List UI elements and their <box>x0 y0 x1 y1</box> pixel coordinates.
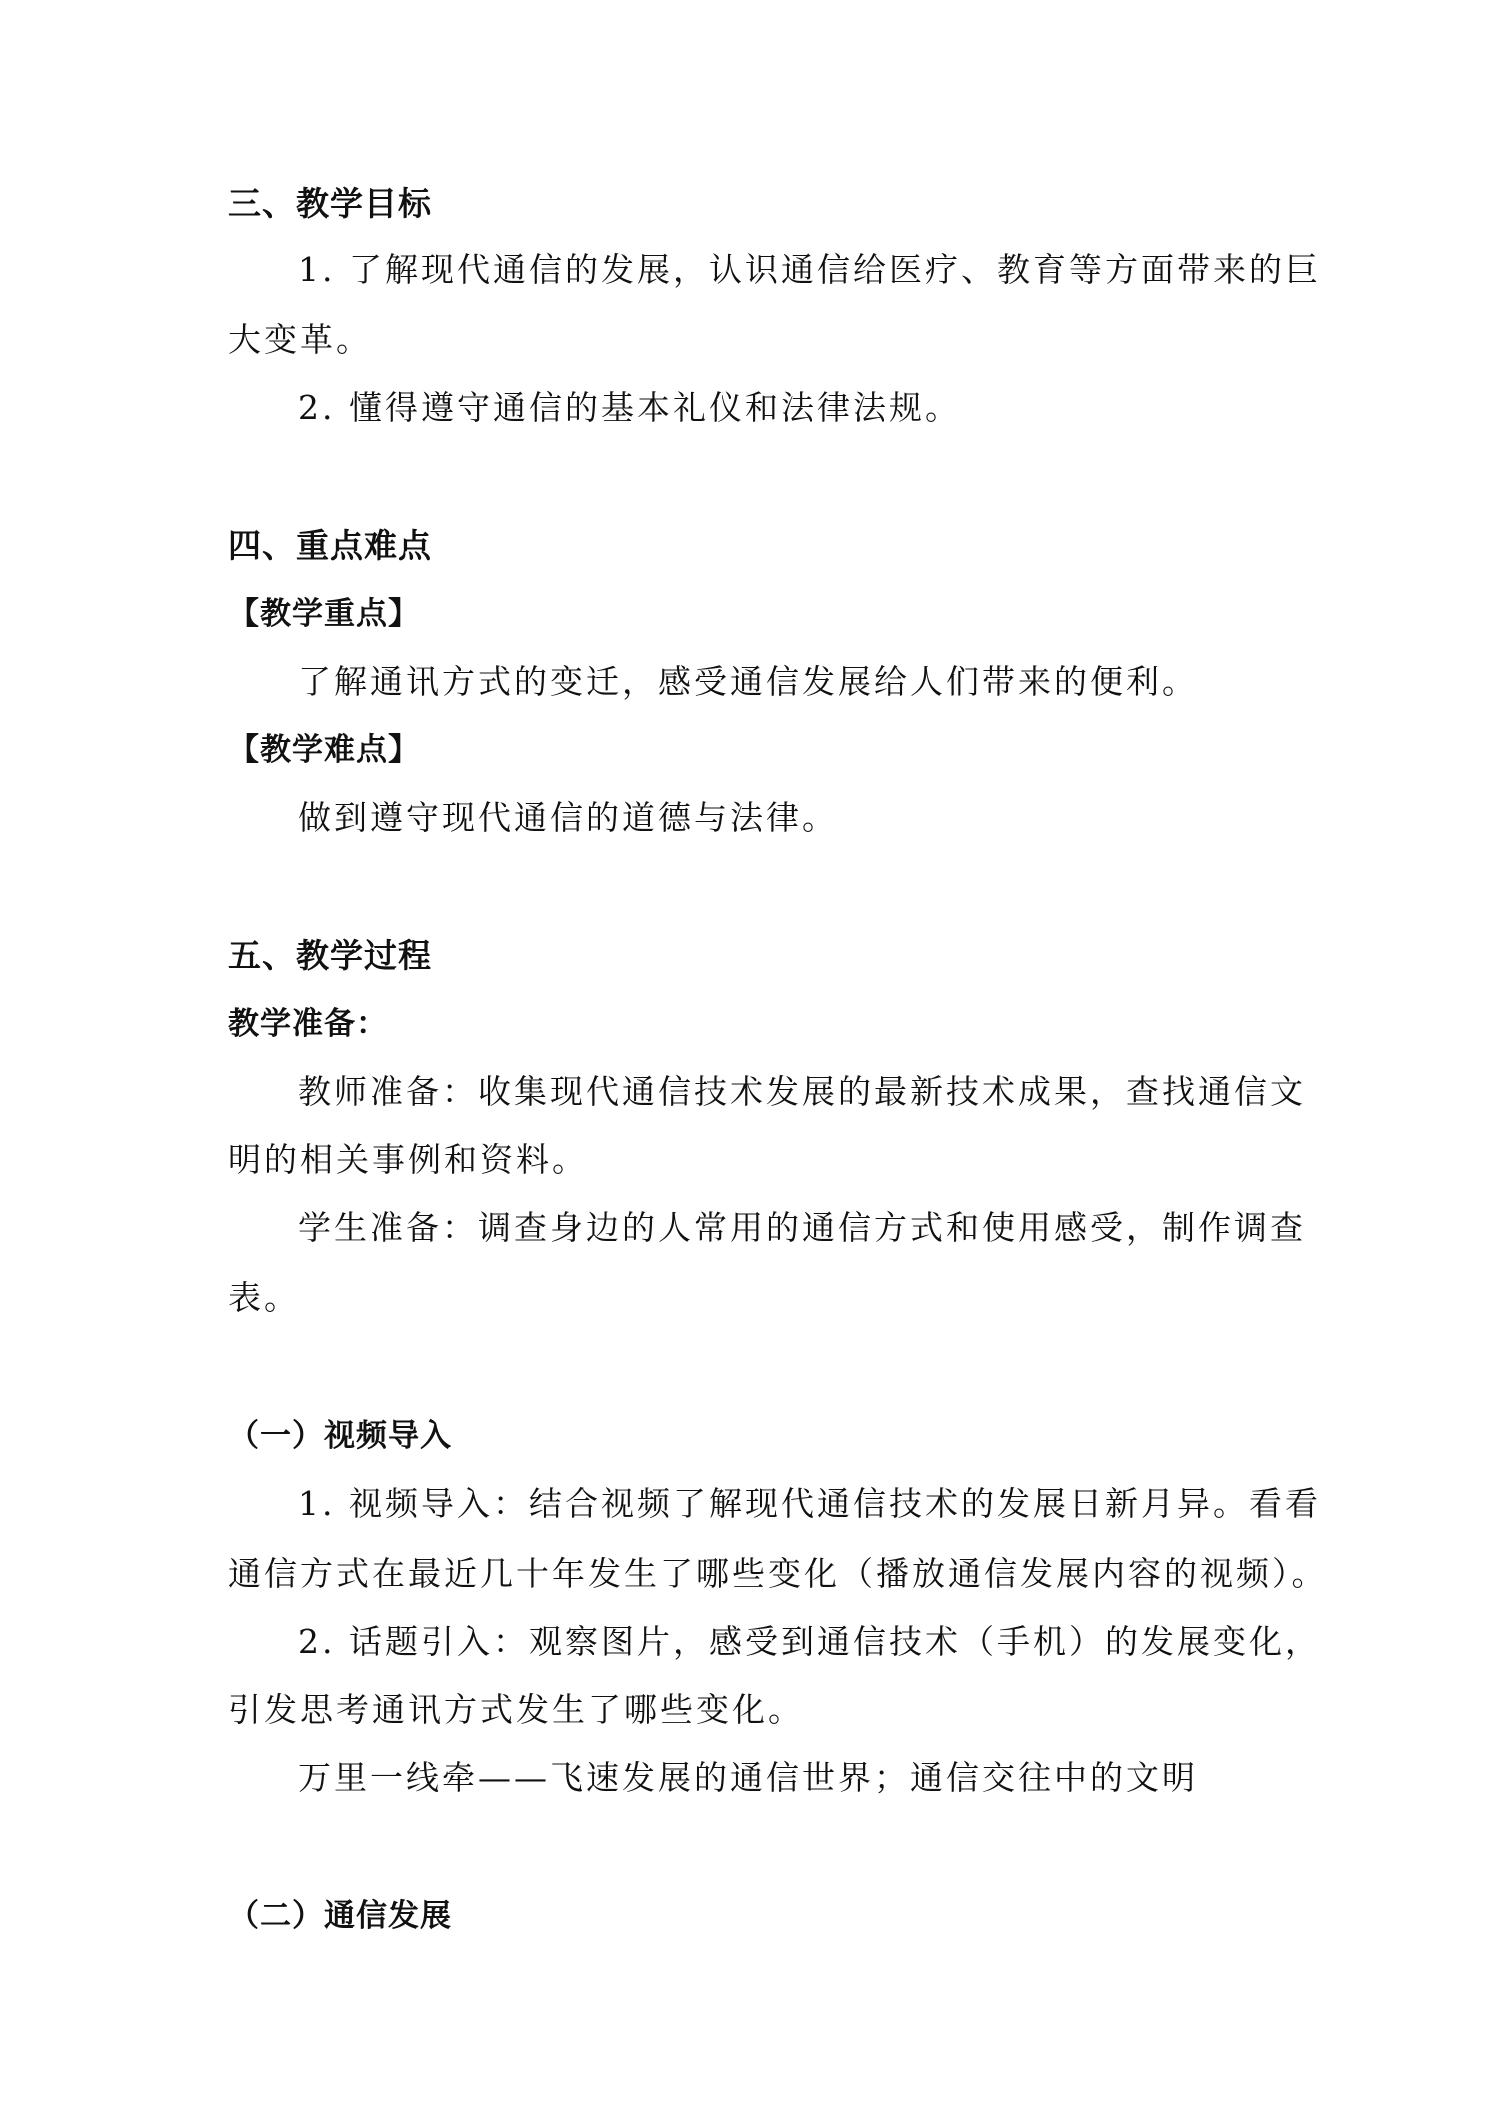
section5-heading: 五、教学过程 <box>228 936 432 975</box>
part2-heading: （二）通信发展 <box>228 1898 452 1934</box>
part1-item2-line2: 引发思考通讯方式发生了哪些变化。 <box>228 1690 804 1729</box>
student-prep-line1: 学生准备：调查身边的人常用的通信方式和使用感受，制作调查 <box>298 1208 1306 1247</box>
key-points-text: 了解通讯方式的变迁，感受通信发展给人们带来的便利。 <box>298 662 1198 701</box>
prep-label: 教学准备： <box>228 1006 388 1042</box>
objective-1-line1: 1. 了解现代通信的发展，认识通信给医疗、教育等方面带来的巨 <box>298 250 1321 289</box>
part1-topic: 万里一线牵——飞速发展的通信世界；通信交往中的文明 <box>298 1758 1198 1797</box>
objective-1-line2: 大变革。 <box>228 320 372 359</box>
section4-heading: 四、重点难点 <box>228 526 432 565</box>
difficulty-label: 【教学难点】 <box>228 732 420 768</box>
teacher-prep-line1: 教师准备：收集现代通信技术发展的最新技术成果，查找通信文 <box>298 1072 1306 1111</box>
part1-item2-line1: 2. 话题引入：观察图片，感受到通信技术（手机）的发展变化， <box>298 1622 1321 1661</box>
student-prep-line2: 表。 <box>228 1278 300 1317</box>
part1-heading: （一）视频导入 <box>228 1418 452 1454</box>
key-points-label: 【教学重点】 <box>228 596 420 632</box>
teacher-prep-line2: 明的相关事例和资料。 <box>228 1140 588 1179</box>
part1-item1-line1: 1. 视频导入：结合视频了解现代通信技术的发展日新月异。看看 <box>298 1484 1321 1523</box>
section3-heading: 三、教学目标 <box>228 184 432 223</box>
difficulty-text: 做到遵守现代通信的道德与法律。 <box>298 798 838 837</box>
part1-item1-line2: 通信方式在最近几十年发生了哪些变化（播放通信发展内容的视频）。 <box>228 1554 1328 1593</box>
objective-2: 2. 懂得遵守通信的基本礼仪和法律法规。 <box>298 388 961 427</box>
